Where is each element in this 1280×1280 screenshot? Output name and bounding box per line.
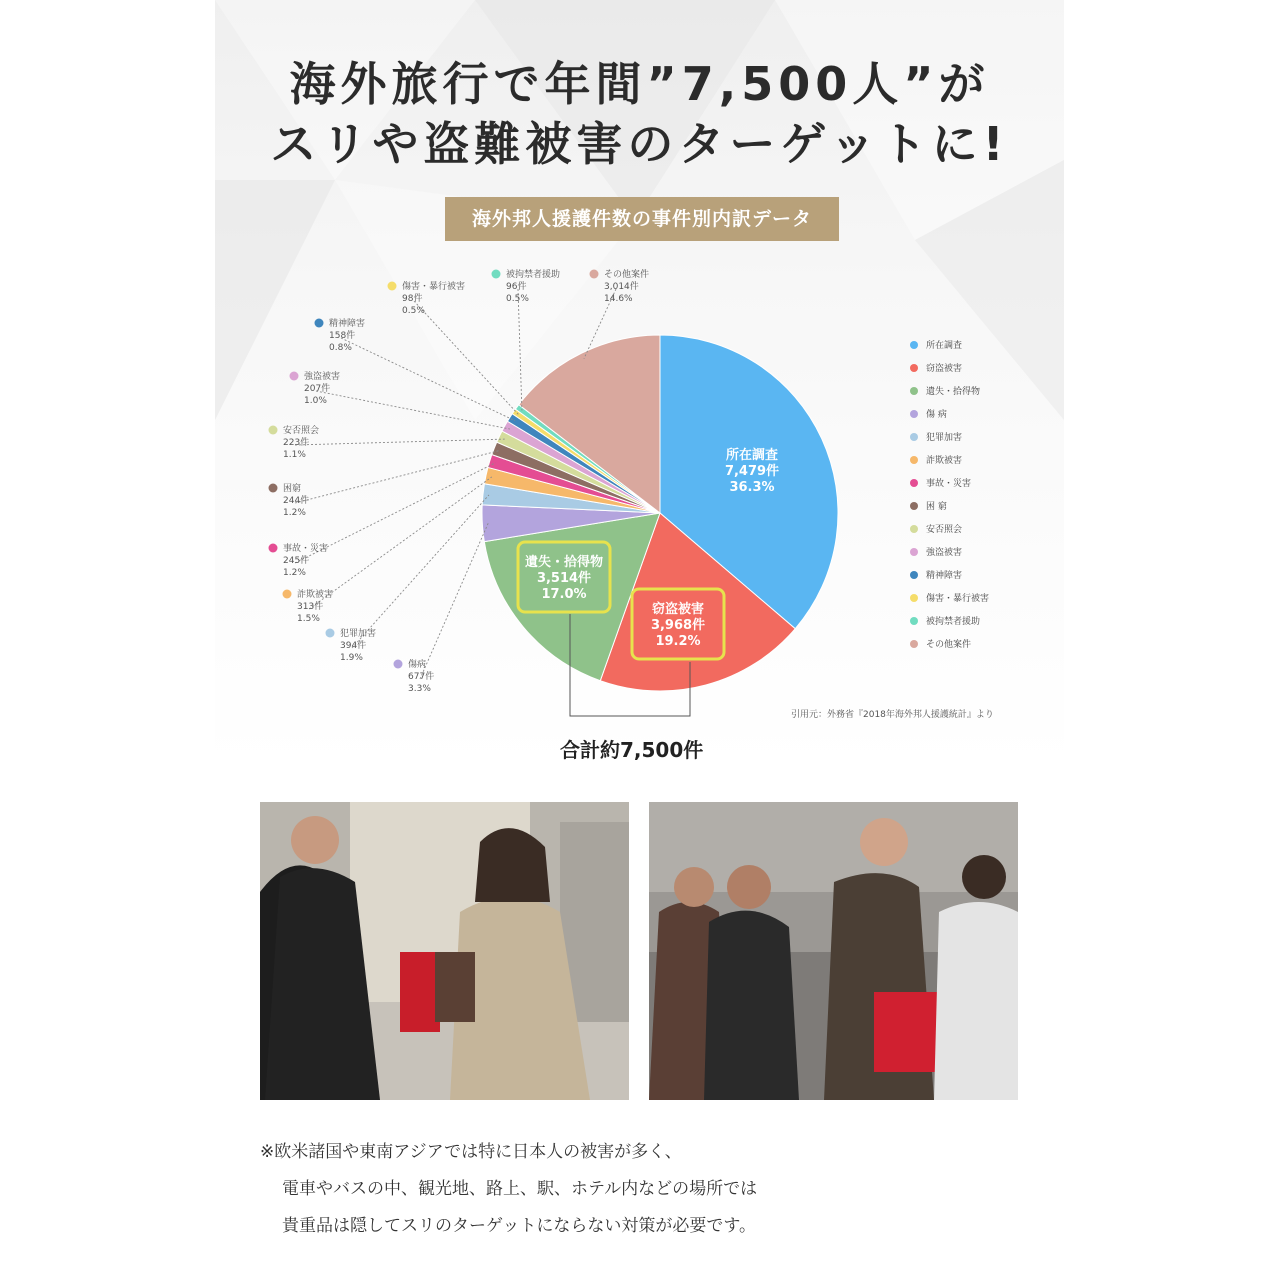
callout-text-11-2: 0.5% xyxy=(402,306,425,316)
callout-text-10-2: 0.8% xyxy=(329,343,352,353)
legend-item-5 xyxy=(910,448,1050,471)
legend-swatch-7 xyxy=(910,502,918,510)
callout-dot-3 xyxy=(394,660,403,669)
callout-text-10-0: 精神障害 xyxy=(329,319,366,329)
callout-5 xyxy=(283,588,334,624)
callout-text-3-2: 3.3% xyxy=(408,684,431,694)
slice-label-text-0-2: 36.3% xyxy=(729,480,775,495)
slice-label-text-2-1: 3,514件 xyxy=(536,571,592,586)
leader-line-10 xyxy=(341,338,515,421)
legend-item-12 xyxy=(910,609,1050,632)
slice-label-text-1-1: 3,968件 xyxy=(650,618,706,633)
legend-label-8: 安否照会 xyxy=(926,525,963,535)
callout-text-4-1: 394件 xyxy=(340,641,367,651)
legend-swatch-3 xyxy=(910,410,918,418)
legend-label-9: 強盗被害 xyxy=(926,548,963,558)
legend-swatch-9 xyxy=(910,548,918,556)
total-label: 合計約7,500件 xyxy=(560,738,704,762)
callout-text-9-1: 207件 xyxy=(304,384,331,394)
callout-dot-6 xyxy=(269,544,278,553)
callout-dot-8 xyxy=(269,426,278,435)
leader-line-8 xyxy=(295,439,505,445)
legend-item-3 xyxy=(910,402,1050,425)
legend-label-3: 傷 病 xyxy=(926,410,947,420)
legend-label-12: 被拘禁者援助 xyxy=(926,617,981,627)
leader-line-12 xyxy=(518,289,522,410)
callout-6 xyxy=(269,542,329,578)
callout-dot-5 xyxy=(283,590,292,599)
legend-swatch-5 xyxy=(910,456,918,464)
callout-dot-9 xyxy=(290,372,299,381)
leader-line-5 xyxy=(309,477,492,609)
callout-dot-13 xyxy=(590,270,599,279)
callout-dot-12 xyxy=(492,270,501,279)
legend-swatch-13 xyxy=(910,640,918,648)
note-line-3: 貴重品は隠してスリのターゲットにならない対策が必要です。 xyxy=(282,1216,756,1236)
slice-label-text-2-2: 17.0% xyxy=(541,587,587,602)
callout-text-9-0: 強盗被害 xyxy=(304,372,341,382)
legend-item-4 xyxy=(910,425,1050,448)
legend-item-11 xyxy=(910,586,1050,609)
leader-line-11 xyxy=(414,301,519,415)
legend-item-6 xyxy=(910,471,1050,494)
photo-pickpocket-crowd xyxy=(649,802,1018,1100)
legend-item-1 xyxy=(910,356,1050,379)
callout-text-10-1: 158件 xyxy=(329,331,356,341)
chart-title-banner: 海外邦人援護件数の事件別内訳データ xyxy=(445,197,839,241)
legend-swatch-12 xyxy=(910,617,918,625)
legend-swatch-4 xyxy=(910,433,918,441)
callout-text-12-1: 96件 xyxy=(506,282,527,292)
source-note: 引用元：外務省『2018年海外邦人援護統計』より xyxy=(791,710,994,720)
callout-text-5-2: 1.5% xyxy=(297,614,320,624)
callout-text-6-0: 事故・災害 xyxy=(283,544,329,554)
legend-swatch-10 xyxy=(910,571,918,579)
legend-label-13: その他案件 xyxy=(926,640,972,650)
leader-line-3 xyxy=(420,523,488,679)
legend-label-4: 犯罪加害 xyxy=(926,433,963,443)
callout-text-5-0: 詐欺被害 xyxy=(297,590,334,600)
legend-label-10: 精神障害 xyxy=(926,571,963,581)
legend-label-7: 困 窮 xyxy=(926,502,947,512)
legend-swatch-2 xyxy=(910,387,918,395)
chart-legend xyxy=(910,333,1050,655)
callout-text-7-1: 244件 xyxy=(283,496,310,506)
callout-text-5-1: 313件 xyxy=(297,602,324,612)
callout-3 xyxy=(394,658,435,694)
callout-text-6-2: 1.2% xyxy=(283,568,306,578)
legend-label-5: 詐欺被害 xyxy=(926,456,963,466)
callout-text-13-1: 3,014件 xyxy=(604,282,639,292)
callout-4 xyxy=(326,627,377,663)
callout-text-13-0: その他案件 xyxy=(604,270,650,280)
callout-text-13-2: 14.6% xyxy=(604,294,633,304)
callout-text-11-1: 98件 xyxy=(402,294,423,304)
note-text xyxy=(260,1134,757,1245)
legend-swatch-6 xyxy=(910,479,918,487)
callout-8 xyxy=(269,424,320,460)
infographic-panel xyxy=(215,0,1064,1280)
callout-dot-7 xyxy=(269,484,278,493)
legend-item-0 xyxy=(910,333,1050,356)
note-line-1: ※欧米諸国や東南アジアでは特に日本人の被害が多く、 xyxy=(260,1142,682,1162)
headline-line-1: 海外旅行で年間”7,500人”が xyxy=(289,57,990,111)
callout-11 xyxy=(388,280,466,316)
callout-text-9-2: 1.0% xyxy=(304,396,327,406)
legend-item-7 xyxy=(910,494,1050,517)
legend-item-8 xyxy=(910,517,1050,540)
legend-swatch-11 xyxy=(910,594,918,602)
headline-line-2: スリや盗難被害のターゲットに! xyxy=(270,117,1009,171)
callout-dot-4 xyxy=(326,629,335,638)
callout-text-7-2: 1.2% xyxy=(283,508,306,518)
callout-text-7-0: 困窮 xyxy=(283,484,302,494)
photo-pickpocket-street xyxy=(260,802,629,1100)
callout-7 xyxy=(269,482,310,518)
callout-text-4-2: 1.9% xyxy=(340,653,363,663)
callout-13 xyxy=(590,268,650,304)
leader-line-4 xyxy=(352,495,489,648)
legend-label-1: 窃盗被害 xyxy=(926,364,963,374)
note-line-2: 電車やバスの中、観光地、路上、駅、ホテル内などの場所では xyxy=(282,1179,758,1199)
legend-label-0: 所在調査 xyxy=(926,341,963,351)
callout-dot-11 xyxy=(388,282,397,291)
callout-text-3-0: 傷病 xyxy=(408,660,427,670)
callout-12 xyxy=(492,268,561,304)
leader-line-9 xyxy=(316,391,510,429)
callout-text-8-1: 223件 xyxy=(283,438,310,448)
callout-dot-10 xyxy=(315,319,324,328)
slice-label-0 xyxy=(725,447,779,495)
callout-text-8-2: 1.1% xyxy=(283,450,306,460)
callout-text-11-0: 傷害・暴行被害 xyxy=(402,282,466,292)
callout-text-12-2: 0.5% xyxy=(506,294,529,304)
slice-label-text-0-0: 所在調査 xyxy=(725,448,779,463)
legend-label-11: 傷害・暴行被害 xyxy=(926,594,990,604)
legend-swatch-0 xyxy=(910,341,918,349)
legend-item-13 xyxy=(910,632,1050,655)
slice-label-text-1-0: 窃盗被害 xyxy=(651,602,705,617)
callout-9 xyxy=(290,370,341,406)
callout-text-6-1: 245件 xyxy=(283,556,310,566)
legend-item-9 xyxy=(910,540,1050,563)
leader-line-7 xyxy=(295,450,500,503)
legend-item-2 xyxy=(910,379,1050,402)
legend-swatch-1 xyxy=(910,364,918,372)
callout-10 xyxy=(315,317,366,353)
slice-label-text-1-2: 19.2% xyxy=(655,634,701,649)
callout-text-12-0: 被拘禁者援助 xyxy=(506,270,561,280)
slice-label-text-0-1: 7,479件 xyxy=(724,464,780,479)
callout-text-8-0: 安否照会 xyxy=(283,426,320,436)
slice-label-text-2-0: 遺失・拾得物 xyxy=(524,555,604,570)
callout-text-4-0: 犯罪加害 xyxy=(340,629,377,639)
legend-label-6: 事故・災害 xyxy=(926,479,972,489)
legend-item-10 xyxy=(910,563,1050,586)
legend-swatch-8 xyxy=(910,525,918,533)
legend-label-2: 遺失・拾得物 xyxy=(926,387,981,397)
callout-text-3-1: 677件 xyxy=(408,672,435,682)
